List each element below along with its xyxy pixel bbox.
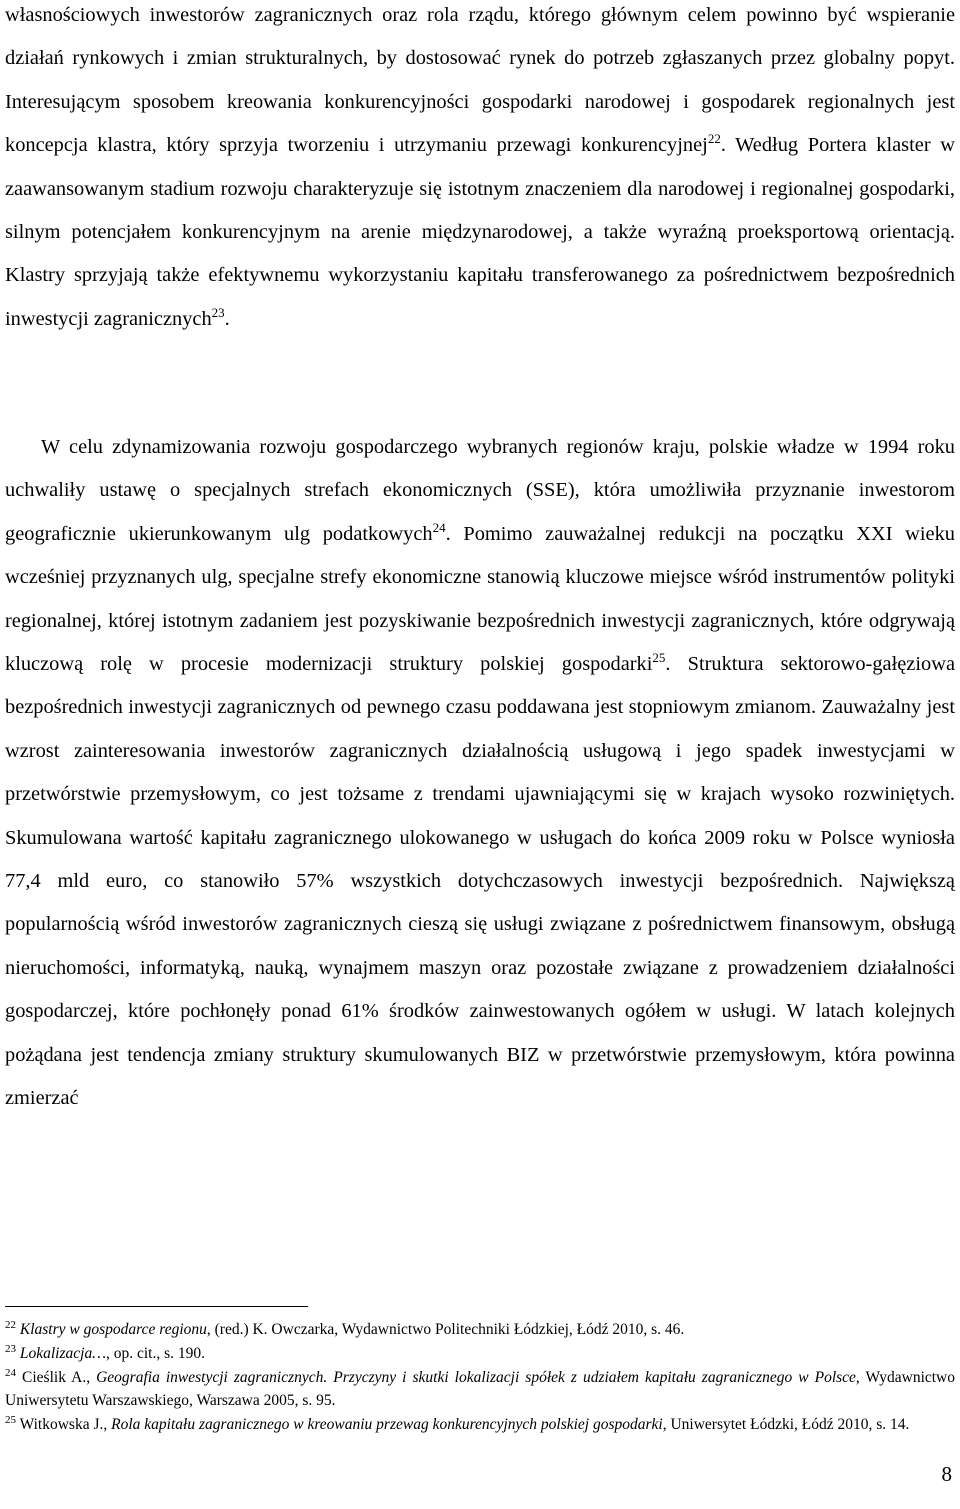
footnote-25: [5, 1413, 955, 1437]
footnote-text: , Wydawnictwo Uniwersytetu Warszawskiego, Warszawa 2005, s. 95.: [5, 1368, 956, 1410]
footnote-separator: [5, 1306, 308, 1307]
footnote-reference-25[interactable]: 25: [652, 650, 666, 666]
paragraph-text: W celu zdynamizowania rozwoju gospodarczego wybranych regionów kraju, polskie władze w 1994 roku uchwaliły ustawę o specjalnych strefach ekonomicznych (SSE), która umożliwiła przyznanie inwestorom geograficznie ukierunkowanym ulg podatkowych: [5, 436, 955, 545]
footnote-reference-24[interactable]: 24: [432, 519, 446, 535]
footnote-title: Geografia inwestycji zagranicznych. Przyczyny i skutki lokalizacji spółek z udziałem kapitału zagranicznego w Polsce: [96, 1368, 856, 1386]
body-paragraph-1: [5, 0, 955, 341]
footnote-title: Rola kapitału zagranicznego w kreowaniu przewag konkurencyjnych polskiej gospodarki: [111, 1416, 663, 1434]
paragraph-text: . Według Portera klaster w zaawansowanym stadium rozwoju charakteryzuje się istotnym znaczeniem dla narodowej i regionalnej gospodarki, silnym potencjałem konkurencyjnym na arenie międzynarodowej, a także wyraźną proeksportową orientacją. Klastry sprzyjają także efektywnemu wykorzystaniu kapitału transferowanego za pośrednictwem bezpośrednich inwestycji zagranicznych: [5, 134, 955, 330]
footnote-number: 22: [5, 1319, 16, 1331]
footnote-author: Cieślik A.,: [22, 1368, 97, 1386]
footnote-title: Lokalizacja…: [19, 1344, 106, 1362]
paragraph-text: własnościowych inwestorów zagranicznych oraz rola rządu, którego głównym celem powinno być wspieranie działań rynkowych i zmian strukturalnych, by dostosować rynek do potrzeb zgłaszanych przez globalny popyt. Interesującym sposobem kreowania konkurencyjności gospodarki narodowej i gospodarek regionalnych jest koncepcja klastra, który sprzyja tworzeniu i utrzymaniu przewagi konkurencyjnej: [5, 4, 955, 157]
footnote-text: , op. cit., s. 190.: [106, 1344, 206, 1362]
footnote-24: [5, 1366, 955, 1414]
paragraph-text: .: [224, 307, 230, 330]
footnote-22: [5, 1318, 955, 1342]
footnote-author: Witkowska J.,: [19, 1416, 112, 1434]
body-paragraph-2: [5, 426, 955, 1121]
footnote-number: 25: [5, 1414, 16, 1427]
footnote-reference-23[interactable]: 23: [211, 304, 225, 320]
footnote-text: , Uniwersytet Łódzki, Łódź 2010, s. 14.: [662, 1416, 910, 1434]
footnotes: [5, 1318, 955, 1437]
footnote-number: 24: [5, 1366, 16, 1379]
page-number: 8: [941, 1462, 952, 1486]
footnote-text: , (red.) K. Owczarka, Wydawnictwo Politechniki Łódzkiej, Łódź 2010, s. 46.: [206, 1321, 685, 1338]
footnote-title: Klastry w gospodarce regionu: [19, 1321, 207, 1338]
paragraph-text: . Struktura sektorowo-gałęziowa bezpośrednich inwestycji zagranicznych od pewnego czasu poddawana jest stopniowym zmianom. Zauważalny jest wzrost zainteresowania inwestorów zagranicznych działalnością usługową i jego spadek inwestycjami w przetwórstwie przemysłowym, co jest tożsame z trendami ujawniającymi się w krajach wysoko rozwiniętych. Skumulowana wartość kapitału zagranicznego ulokowanego w usługach do końca 2009 roku w Polsce wyniosła 77,4 mld euro, co stanowiło 57% wszystkich dotychczasowych inwestycji bezpośrednich. Największą popularnością wśród inwestorów zagranicznych cieszą się usługi związane z pośrednictwem finansowym, obsługą nieruchomości, informatyką, nauką, wynajmem maszyn oraz pozostałe związane z prowadzeniem działalności gospodarczej, które pochłonęły ponad 61% środków zainwestowanych ogółem w usługi. W latach kolejnych pożądana jest tendencja zmiany struktury skumulowanych BIZ w przetwórstwie przemysłowym, która powinna zmierzać: [5, 653, 955, 1110]
footnote-23: [5, 1342, 955, 1366]
footnote-reference-22[interactable]: 22: [707, 131, 721, 147]
footnote-number: 23: [5, 1342, 16, 1355]
paragraph-text: . Pomimo zauważalnej redukcji na początku XXI wieku wcześniej przyznanych ulg, specjalne strefy ekonomiczne stanowią kluczowe miejsce wśród instrumentów polityki regionalnej, której istotnym zadaniem jest pozyskiwanie bezpośrednich inwestycji zagranicznych, które odgrywają kluczową rolę w procesie modernizacji struktury polskiej gospodarki: [5, 522, 955, 676]
